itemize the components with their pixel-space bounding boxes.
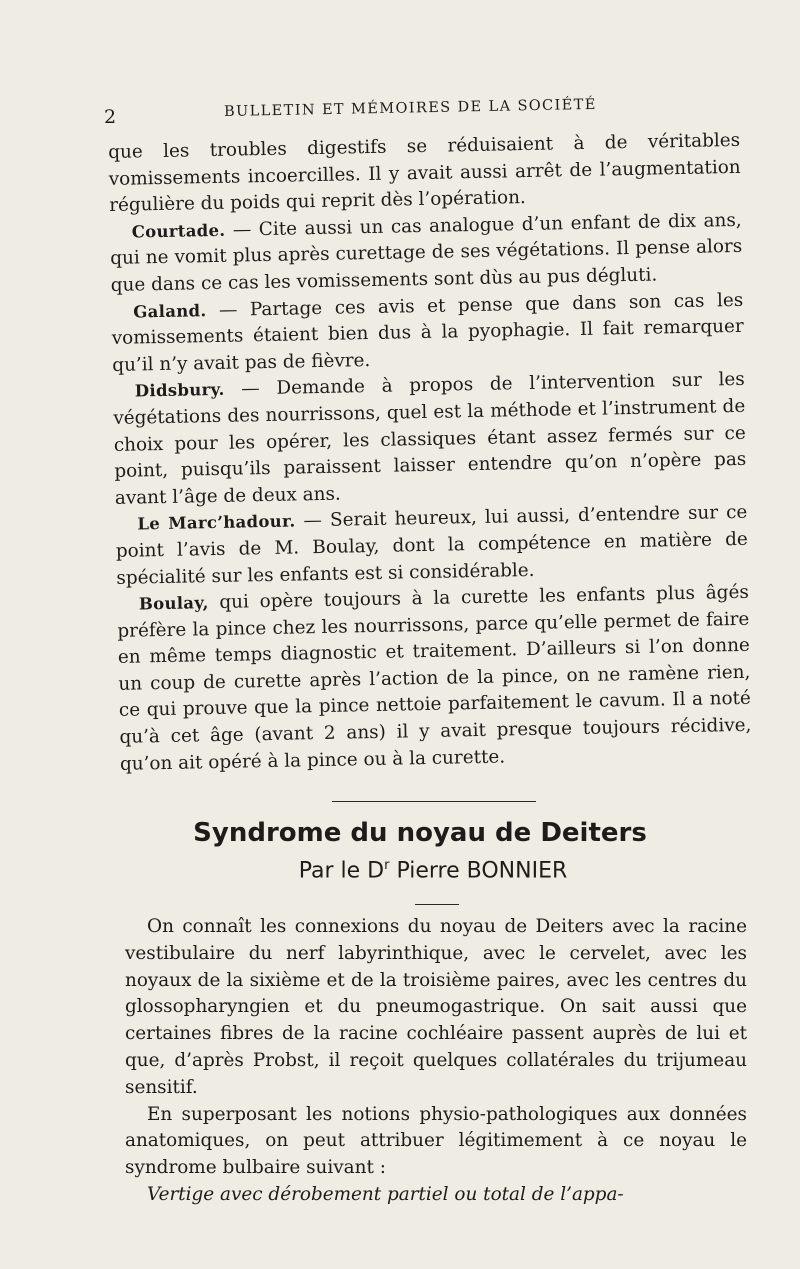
paragraph-text: — Serait heureux, lui aussi, d’entendre sur ce point l’avis de M. Boulay, dont la compétence en matière de spécialité sur les enfants est si considérable. [115,502,748,589]
paragraph-text: que les troubles digestifs se réduisaient à de véritables vomissements incoercilles. Il y avait aussi arrêt de l’augmentation régulière du poids qui reprit dès l’opération. [108,129,741,217]
article-body [125,914,747,1209]
article-paragraph: On connaît les connexions du noyau de Deiters avec la racine vestibulaire du nerf labyrinthique, avec le cervelet, avec les noyaux de la sixième et de la troisième paires, avec les centres du glossopharyngien et du pneumogastrique. On sait aussi que certaines fibres de la racine cochléaire passent auprès de lui et que, d’après Probst, il reçoit quelques collatérales du trijumeau sensitif. [125,916,747,1098]
paragraph-text: — Cite aussi un cas analogue d’un enfant de dix ans, qui ne vomit plus après curettage de ses végétations. Il pense alors que dans ce cas les vomissements sont dùs au pus dégluti. [110,209,743,296]
discussion-paragraph [113,367,747,512]
author-name: Pierre BONNIER [389,858,568,884]
byline-prefix: Par le D [298,858,385,884]
speaker-name: Courtade. [131,220,226,242]
discussion-paragraph [115,500,748,592]
speaker-name: Galand. [133,300,207,322]
byline-superscript: r [384,858,390,873]
speaker-name: Le Marc’hadour. [137,511,296,534]
paragraph-text: qui opère toujours à la curette les enfants plus âgés préfère la pince chez les nourrissons, parce qu’elle permet de faire en même temps diagnostic et traitement. D’ailleurs si l’on donne un coup de curette après l’action de la pince, on ne ramène rien, ce qui prouve que la pince nettoie parfaitement le cavum. Il a noté qu’à cet âge (avant 2 ans) il y avait presque toujours récidive, qu’on ait opéré à la pince ou à la curette. [117,581,752,775]
italic-text: Vertige avec dérobement partiel ou total de l’appa- [147,1183,624,1205]
article-title: Syndrome du noyau de Deiters [193,818,647,848]
article-paragraph-italic [125,1182,747,1209]
discussion-paragraph [108,128,741,220]
discussion-paragraph [117,580,752,778]
paragraph-text: — Demande à propos de l’intervention sur les végétations des nourrissons, quel est la méthode et l’instrument de choix pour les opérer, les classiques étant assez fermés sur ce point, puisqu’ils paraissent laisser entendre qu’on n’opère pas avant l’âge de deux ans. [113,369,747,509]
article-paragraph: En superposant les notions physio-pathologiques aux données anatomiques, on peut attribuer légitimement à ce noyau le syndrome bulbaire suivant : [125,1103,747,1179]
speaker-name: Boulay, [138,593,209,614]
speaker-name: Didsbury. [134,380,225,401]
section-divider [332,801,536,802]
page-number: 2 [104,106,117,128]
article-byline [0,858,800,883]
discussion-paragraph [111,287,744,379]
running-title: BULLETIN ET MÉMOIRES DE LA SOCIÉTÉ [223,96,597,120]
discussion-section [108,128,752,778]
discussion-paragraph [110,208,743,300]
title-underline [415,904,459,905]
paragraph-text: — Partage ces avis et pense que dans son cas les vomissements étaient bien dus à la pyophagie. Il fait remarquer qu’il n’y avait pas de fièvre. [111,289,744,376]
